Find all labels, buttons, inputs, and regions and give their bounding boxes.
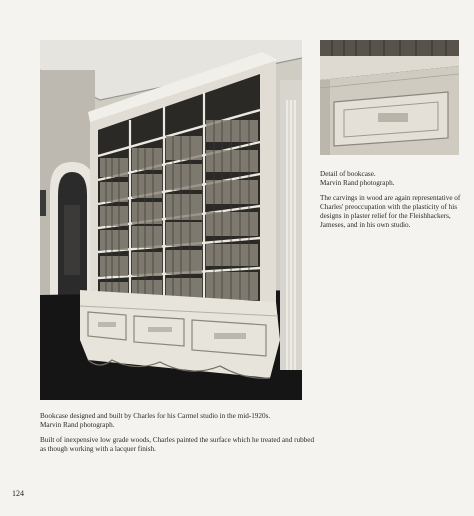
bookcase-illustration	[40, 40, 302, 400]
main-caption-credit: Marvin Rand photograph.	[40, 421, 115, 429]
detail-caption-body: The carvings in wood are again representative of Charles' preoccupation with the plasticity of his designs in plaster relief for the Fleishhackers, Jameses, and in his own studio.	[320, 194, 461, 229]
detail-caption-title: Detail of bookcase.	[320, 170, 376, 178]
bookcase-detail-photograph	[320, 40, 459, 155]
main-caption-body: Built of inexpensive low grade woods, Charles painted the surface which he treated and rubbed as though working with a lacquer finish.	[40, 436, 315, 453]
main-caption-title: Bookcase designed and built by Charles for his Carmel studio in the mid-1920s.	[40, 412, 271, 420]
main-caption	[40, 412, 320, 460]
bookcase-photograph	[40, 40, 302, 400]
page-number: 124	[12, 489, 24, 498]
detail-caption-credit: Marvin Rand photograph.	[320, 179, 395, 187]
bookcase-detail-illustration	[320, 40, 459, 155]
detail-caption	[320, 170, 465, 236]
